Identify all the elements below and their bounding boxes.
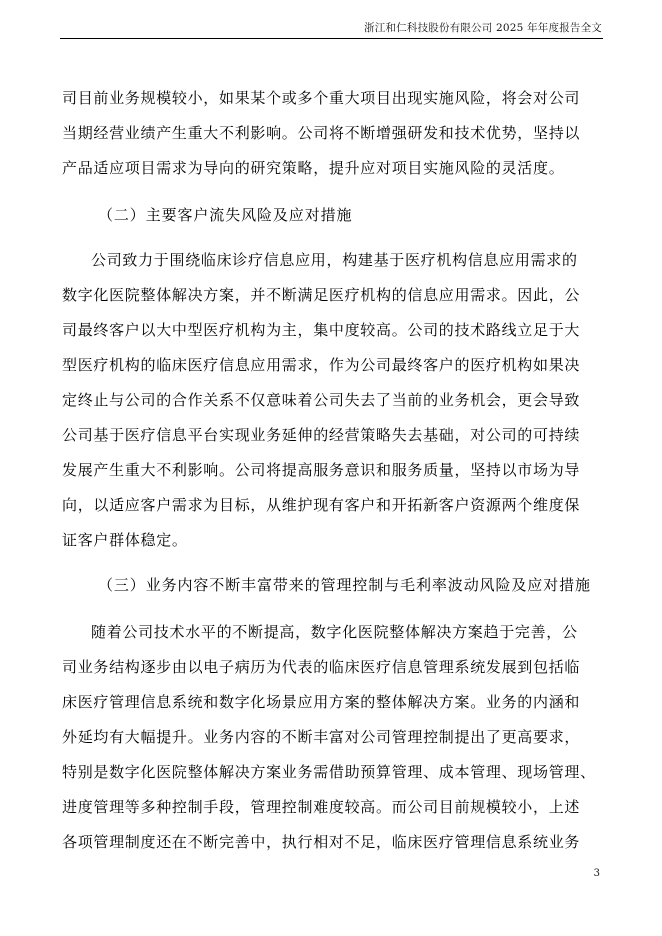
paragraph-line: 各项管理制度还在不断完善中，执行相对不足，临床医疗管理信息系统业务 [62,833,581,851]
header-divider [60,38,603,39]
paragraph-line: 公司致力于围绕临床诊疗信息应用，构建基于医疗机构信息应用需求的 [91,251,578,269]
paragraph-line: 司目前业务规模较小，如果某个或多个重大项目出现实施风险，将会对公司 [62,89,581,107]
paragraph-line: 随着公司技术水平的不断提高，数字化医院整体解决方案趋于完善，公 [91,623,578,641]
paragraph-line: 型医疗机构的临床医疗信息应用需求，作为公司最终客户的医疗机构如果决 [62,356,581,374]
paragraph-line: 司最终客户以大中型医疗机构为主，集中度较高。公司的技术路线立足于大 [62,321,581,339]
paragraph-line: 当期经营业绩产生重大不利影响。公司将不断增强研发和技术优势，坚持以 [62,124,581,142]
page-number: 3 [593,868,600,879]
document-header: 浙江和仁科技股份有限公司 2025 年年度报告全文 [364,22,602,34]
paragraph-line: 外延均有大幅提升。业务内容的不断丰富对公司管理控制提出了更高要求， [62,728,581,746]
paragraph-line: 证客户群体稳定。 [62,531,188,549]
paragraph-line: 进度管理等多种控制手段，管理控制难度较高。而公司目前规模较小，上述 [62,798,581,816]
paragraph-line: 司业务结构逐步由以电子病历为代表的临床医疗信息管理系统发展到包括临 [62,658,581,676]
paragraph-line: 发展产生重大不利影响。公司将提高服务意识和服务质量，坚持以市场为导 [62,461,581,479]
section-heading: （三）业务内容不断丰富带来的管理控制与毛利率波动风险及应对措施 [98,576,591,594]
section-heading: （二）主要客户流失风险及应对措施 [98,206,353,224]
paragraph-line: 向，以适应客户需求为目标，从维护现有客户和开拓新客户资源两个维度保 [62,496,581,514]
paragraph-line: 床医疗管理信息系统和数字化场景应用方案的整体解决方案。业务的内涵和 [62,693,581,711]
paragraph-line: 产品适应项目需求为导向的研究策略，提升应对项目实施风险的灵活度。 [62,159,565,177]
paragraph-line: 公司基于医疗信息平台实现业务延伸的经营策略失去基础，对公司的可持续 [62,426,581,444]
paragraph-line: 特别是数字化医院整体解决方案业务需借助预算管理、成本管理、现场管理、 [62,763,596,781]
paragraph-line: 数字化医院整体解决方案，并不断满足医疗机构的信息应用需求。因此，公 [62,286,581,304]
paragraph-line: 定终止与公司的合作关系不仅意味着公司失去了当前的业务机会，更会导致 [62,391,581,409]
